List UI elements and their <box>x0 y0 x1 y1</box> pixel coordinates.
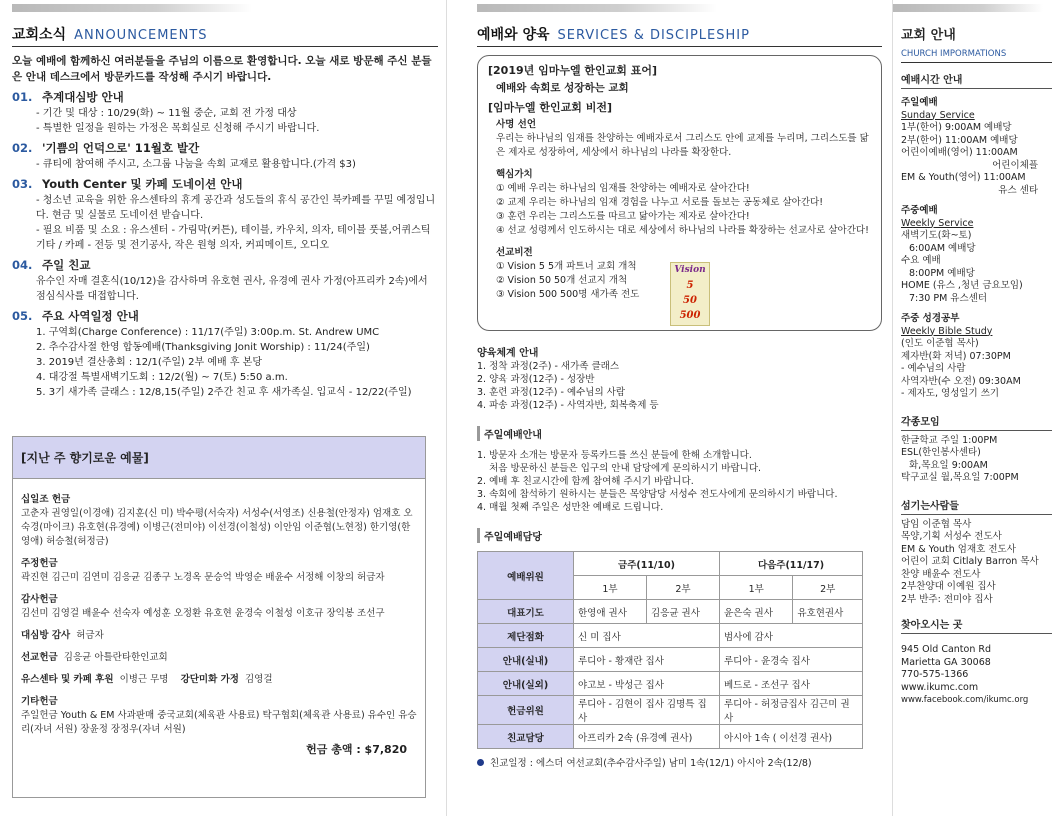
offering-title: [지난 주 향기로운 예물] <box>13 437 425 479</box>
offering-box <box>12 436 426 798</box>
website-link[interactable]: www.ikumc.com <box>901 681 979 693</box>
table-row <box>478 624 863 648</box>
schedule-line: 1부(한어) 9:00AM 예배당 <box>901 122 1012 133</box>
item-line: 5. 3기 새가족 클래스 : 12/8,15(주일) 2주간 친교 후 새가족실. 입교식 - 12/22(주일) <box>36 387 412 398</box>
schedule-line: 2부(한어) 11:00AM 예배당 <box>901 134 1018 146</box>
badge-text: 50 <box>683 295 697 306</box>
table-cell: 윤은숙 권사 <box>720 600 793 624</box>
goal-item: ③ Vision 500 500명 새가족 전도 <box>496 289 640 300</box>
row-label: 안내(실내) <box>478 648 574 672</box>
item-line: 2. 추수감사절 한영 합동예배(Thanksgiving Jonit Worship) : 11/24(주일) <box>36 342 370 353</box>
badge-text: Vision <box>674 265 706 275</box>
vision-box <box>477 55 882 331</box>
sunday-label: 주일예배 <box>901 97 938 108</box>
info-line: 2. 예배 후 친교시간에 함께 참여해 주시기 바랍니다. <box>477 476 694 487</box>
item-line: - 필요 비품 및 소요 : 유스센터 - 가림막(커튼), 테이블, 카우치, 의자, 테이블 풋볼,어퀴스틱 기타 / 카페 - 전등 및 전기공사, 작은 원형 의자, 커피메이트, 오디오 <box>36 225 431 251</box>
table-row <box>478 672 863 696</box>
table-cell: 루디아 - 윤경숙 집사 <box>720 648 863 672</box>
offering-label: 기타헌금 <box>21 696 58 707</box>
table-header: 예배위원 <box>478 552 574 600</box>
offering-group <box>21 593 417 621</box>
announcement-item <box>12 308 438 400</box>
phone-number: 770-575-1366 <box>901 669 969 680</box>
bible-label: 주중 성경공부 <box>901 313 960 324</box>
motto-title: [2019년 임마누엘 한인교회 표어] <box>488 64 658 77</box>
schedule-line: EM & Youth(영어) 11:00AM <box>901 172 1026 183</box>
decorative-bar <box>893 4 1043 12</box>
bible-study <box>901 313 1052 401</box>
staff-list <box>901 519 1052 607</box>
offering-group <box>21 557 417 585</box>
church-info-subtitle: CHURCH IMPORMATIONS <box>901 49 1052 63</box>
table-row <box>478 696 863 725</box>
offering-group <box>21 493 417 549</box>
row-label: 대표기도 <box>478 600 574 624</box>
schedule-line: 사역자반(수 오전) 09:30AM <box>901 375 1021 387</box>
sunday-en: Sunday Service <box>901 109 975 121</box>
goals-label: 선교비전 <box>496 247 533 258</box>
table-cell: 범사에 감사 <box>720 624 863 648</box>
table-header: 2부 <box>647 576 720 600</box>
schedule-line: 유스 센타 <box>998 184 1038 196</box>
announcements-header <box>12 24 438 47</box>
church-info-column <box>892 0 1056 816</box>
worship-info-title: 주일예배안내 <box>477 426 882 441</box>
offering-label: 십일조 헌금 <box>21 494 71 505</box>
bullet-icon <box>477 759 484 766</box>
offering-label: 강단미화 가정 <box>180 674 239 685</box>
announcement-item <box>12 89 438 136</box>
table-header: 다음주(11/17) <box>720 552 863 576</box>
item-title: 추계대심방 안내 <box>42 90 124 104</box>
item-title: 주요 사역일정 안내 <box>42 309 139 323</box>
schedule-line: 새벽기도(화~토) <box>901 230 972 241</box>
sunday-service <box>901 97 1052 197</box>
schedule-line: (인도 이준협 목사) <box>901 338 979 349</box>
schedule-line: 어린이체플 <box>992 159 1038 171</box>
vision-badge-image <box>670 262 710 326</box>
value-item: ③ 훈련 우리는 그리스도를 따르고 닮아가는 제자로 살아간다! <box>496 211 750 222</box>
address-line: 945 Old Canton Rd <box>901 644 992 655</box>
weekly-service <box>901 205 1052 305</box>
offering-names: 허금자 <box>76 630 104 641</box>
info-line: 3. 속회에 참석하기 원하시는 분들은 목양담당 서성수 전도사에게 문의하시기 바랍니다. <box>477 489 838 500</box>
staff-title: 섬기는사람들 <box>901 497 1052 515</box>
groups-title: 각종모임 <box>901 413 1052 431</box>
table-cell: 신 미 집사 <box>574 624 720 648</box>
table-cell: 베드로 - 조선구 집사 <box>720 672 863 696</box>
mission-text: 우리는 하나님의 임재를 찬양하는 예배자로서 그리스도 안에 교제를 누리며, 그리스도를 닮은 제자로 성장하여, 세상에서 하나님의 나라를 확장한다. <box>496 133 869 158</box>
training-section <box>477 347 882 412</box>
staff-line: 2부 반주: 전미야 집사 <box>901 593 993 605</box>
values-label: 핵심가치 <box>496 169 533 180</box>
offering-names: 김영걸 <box>244 674 273 685</box>
offering-names: 이병근 무명 <box>119 674 169 685</box>
schedule-line: HOME (유스 ,청년 금요모임) <box>901 280 1023 291</box>
announcement-item <box>12 176 438 253</box>
goal-item: ② Vision 50 50개 선교지 개척 <box>496 275 628 286</box>
table-cell: 김응균 권사 <box>647 600 720 624</box>
item-title: '기쁨의 언덕으로' 11월호 발간 <box>42 141 200 155</box>
staff-line: 목양,기획 서성수 전도사 <box>901 531 1002 542</box>
fellowship-text: 친교일정 : 에스더 여선교회(추수감사주일) 남미 1속(12/1) 아시아 2속(12/8) <box>490 758 812 769</box>
value-item: ④ 선교 성령께서 인도하시는 대로 세상에서 하나님의 나라를 확장하는 선교사로 살아간다! <box>496 225 869 236</box>
offering-group <box>21 629 417 643</box>
offering-label: 유스센타 및 카페 후원 <box>21 674 114 685</box>
table-row <box>478 600 863 624</box>
info-line: 4. 매월 첫째 주일은 성만찬 예배로 드립니다. <box>477 502 664 513</box>
table-row <box>478 725 863 749</box>
table-cell: 루디아 - 김현이 집사 김명특 집사 <box>574 696 720 725</box>
offering-group <box>21 673 417 687</box>
offering-label: 주정헌금 <box>21 558 58 569</box>
welcome-intro: 오늘 예배에 함께하신 여러분들을 주님의 이름으로 환영합니다. 오늘 새로 방문해 주신 분들은 안내 데스크에서 방문카드를 작성해 주시기 바랍니다. <box>12 55 432 83</box>
offering-label: 대심방 감사 <box>21 630 71 641</box>
item-line: - 큐티에 참여해 주시고, 소그룹 나눔을 속회 교재로 활용합니다.(가격 $3) <box>36 159 356 170</box>
table-cell: 루디아 - 허정금집사 김근미 권사 <box>720 696 863 725</box>
info-line: 1. 방문자 소개는 방문자 등록카드를 쓰신 분들에 한해 소개합니다. <box>477 450 752 461</box>
offering-names: 고춘자 권영일(이경애) 김지훈(신 미) 박수평(서숙자) 서성수(서영조) 신용철(안정자) 엄재호 오숙경(마이크) 유호현(유경예) 이병근(전미야) 이선경(이철성) 이안임 이준협(노현정) 한기영(한영애) 허승철(허정금) <box>21 508 413 547</box>
schedule-line: 어린이예배(영어) 11:00AM <box>901 147 1018 158</box>
offering-names: 김선미 김영걸 배윤수 선숙자 예성훈 오정환 유호현 윤경숙 이철성 이호규 장익봉 조선구 <box>21 608 385 619</box>
schedule-line: 6:00AM 예배당 <box>909 242 976 254</box>
vision-title: [임마누엘 한인교회 비전] <box>488 101 612 114</box>
training-title: 양육체계 안내 <box>477 348 539 359</box>
schedule-line: 8:00PM 예배당 <box>909 267 975 279</box>
offering-label: 선교헌금 <box>21 652 58 663</box>
fellowship-schedule <box>477 755 882 769</box>
motto-text: 예배와 속회로 성장하는 교회 <box>496 82 629 94</box>
services-header <box>477 24 882 47</box>
group-line: ESL(한인봉사센타) <box>901 447 981 458</box>
goal-item: ① Vision 5 5개 파트너 교회 개척 <box>496 261 637 272</box>
church-info-title: 교회 안내 <box>901 28 956 43</box>
mission-label: 사명 선언 <box>496 119 537 130</box>
offering-total: 헌금 총액 : $7,820 <box>306 743 407 756</box>
table-cell: 아프리카 2속 (유경예 권사) <box>574 725 720 749</box>
staff-line: 2부찬양대 이예원 집사 <box>901 581 996 592</box>
section-title-en: ANNOUNCEMENTS <box>74 28 208 43</box>
offering-names: 곽진현 김근미 김연미 김응균 김종구 노경옥 문승억 박영순 배윤수 서정해 이창의 허금자 <box>21 572 385 583</box>
item-line: - 특별한 일정을 원하는 가정은 목회실로 신청해 주시기 바랍니다. <box>36 123 320 134</box>
table-header: 1부 <box>720 576 793 600</box>
table-header: 2부 <box>793 576 863 600</box>
facebook-link[interactable]: www.facebook.com/ikumc.org <box>901 695 1029 705</box>
training-line: 1. 정착 과정(2주) - 새가족 클래스 <box>477 361 619 372</box>
badge-text: 5 <box>686 280 694 291</box>
table-cell: 루디아 - 황재란 집사 <box>574 648 720 672</box>
value-item: ② 교제 우리는 하나님의 임재 경험을 나누고 서로를 돌보는 공동체로 살아간다! <box>496 197 824 208</box>
duty-title: 주일예배담당 <box>477 528 882 543</box>
info-line: 처음 방문하신 분들은 입구의 안내 담당에게 문의하시기 바랍니다. <box>477 463 762 474</box>
table-row <box>478 648 863 672</box>
table-header: 금주(11/10) <box>574 552 720 576</box>
item-number: 01. <box>12 90 33 104</box>
schedule-line: - 예수님의 사람 <box>901 363 966 374</box>
table-header: 1부 <box>574 576 647 600</box>
item-line: 유수인 자매 결혼식(10/12)을 감사하며 유호현 권사, 유경예 권사 가정(아프리카 2속)에서 점심식사를 대접합니다. <box>36 276 428 302</box>
value-item: ① 예배 우리는 하나님의 임재를 찬양하는 예배자로 살아간다! <box>496 183 750 194</box>
row-label: 헌금위원 <box>478 696 574 725</box>
section-title-ko: 예배와 양육 <box>477 27 550 43</box>
item-line: 1. 구역회(Charge Conference) : 11/17(주일) 3:00p.m. St. Andrew UMC <box>36 327 380 338</box>
table-cell: 야고보 - 박성근 집사 <box>574 672 720 696</box>
address-block <box>901 644 1052 707</box>
offering-group <box>21 695 417 737</box>
item-number: 02. <box>12 141 33 155</box>
schedule-line: 제자반(화 저녁) 07:30PM <box>901 350 1011 362</box>
group-line: 탁구교실 월,목요일 7:00PM <box>901 472 1019 483</box>
weekly-label: 주중예배 <box>901 205 938 216</box>
training-line: 3. 훈련 과정(12주) - 예수님의 사람 <box>477 387 626 398</box>
item-number: 03. <box>12 177 33 191</box>
announcement-item <box>12 140 438 172</box>
section-title-ko: 교회소식 <box>12 27 67 43</box>
table-cell: 아시아 1속 ( 이선경 권사) <box>720 725 863 749</box>
bible-en: Weekly Bible Study <box>901 325 993 337</box>
item-line: 3. 2019년 결산총회 : 12/1(주일) 2부 예배 후 본당 <box>36 357 262 368</box>
row-label: 안내(실외) <box>478 672 574 696</box>
worship-info-section <box>477 449 882 514</box>
schedule-line: 7:30 PM 유스센터 <box>909 292 988 304</box>
staff-line: 찬양 배윤수 전도사 <box>901 568 981 580</box>
weekly-en: Weekly Service <box>901 217 974 229</box>
offering-names: 김응균 아틀란타한인교회 <box>63 652 168 663</box>
item-number: 04. <box>12 258 33 272</box>
group-line: 한글학교 주일 1:00PM <box>901 434 998 446</box>
row-label: 친교담당 <box>478 725 574 749</box>
staff-line: 담임 이준협 목사 <box>901 518 972 530</box>
worship-times-title: 예배시간 안내 <box>901 71 1052 89</box>
address-line: Marietta GA 30068 <box>901 656 991 668</box>
groups-list <box>901 435 1052 485</box>
services-column <box>446 0 892 816</box>
announcements-column <box>0 0 446 816</box>
training-line: 2. 양육 과정(12주) - 성장반 <box>477 374 595 385</box>
table-cell: 유호현권사 <box>793 600 863 624</box>
table-cell: 한영애 권사 <box>574 600 647 624</box>
offering-label: 감사헌금 <box>21 594 58 605</box>
offering-group <box>21 651 417 665</box>
item-title: 주일 친교 <box>42 258 91 272</box>
staff-line: 어린이 교회 Citlaly Barron 목사 <box>901 556 1039 567</box>
group-line: 화,목요일 9:00AM <box>909 459 988 471</box>
training-line: 4. 파송 과정(12주) - 사역자반, 회복축제 등 <box>477 400 659 411</box>
item-line: 4. 대강절 특별새벽기도회 : 12/2(월) ~ 7(토) 5:50 a.m. <box>36 372 288 383</box>
offering-names: 주일헌금 Youth & EM 사과판매 중국교회(체육관 사용료) 탁구협회(체육관 사용료) 유수인 유승리(자녀 서원) 장윤정 장정우(자녀 서원) <box>21 710 417 735</box>
staff-line: EM & Youth 엄재호 전도사 <box>901 543 1016 555</box>
badge-text: 500 <box>679 310 701 321</box>
schedule-line: 수요 예배 <box>901 255 941 266</box>
row-label: 제단점화 <box>478 624 574 648</box>
item-line: - 기간 및 대상 : 10/29(화) ~ 11월 중순, 교회 전 가정 대상 <box>36 108 297 119</box>
decorative-bar <box>12 4 252 12</box>
duty-table <box>477 551 863 749</box>
item-title: Youth Center 및 카페 도네이션 안내 <box>42 177 243 191</box>
decorative-bar <box>477 4 717 12</box>
item-number: 05. <box>12 309 33 323</box>
announcement-item <box>12 257 438 304</box>
schedule-line: - 제자도, 영성일기 쓰기 <box>901 388 1000 399</box>
item-line: - 청소년 교육을 위한 유스센타의 휴게 공간과 성도들의 휴식 공간인 북카페를 꾸밀 예정입니다. 현금 및 실물로 도네이션 받습니다. <box>36 195 436 221</box>
section-title-en: SERVICES & DISCIPLESHIP <box>557 28 750 43</box>
directions-title: 찾아오시는 곳 <box>901 616 1052 634</box>
